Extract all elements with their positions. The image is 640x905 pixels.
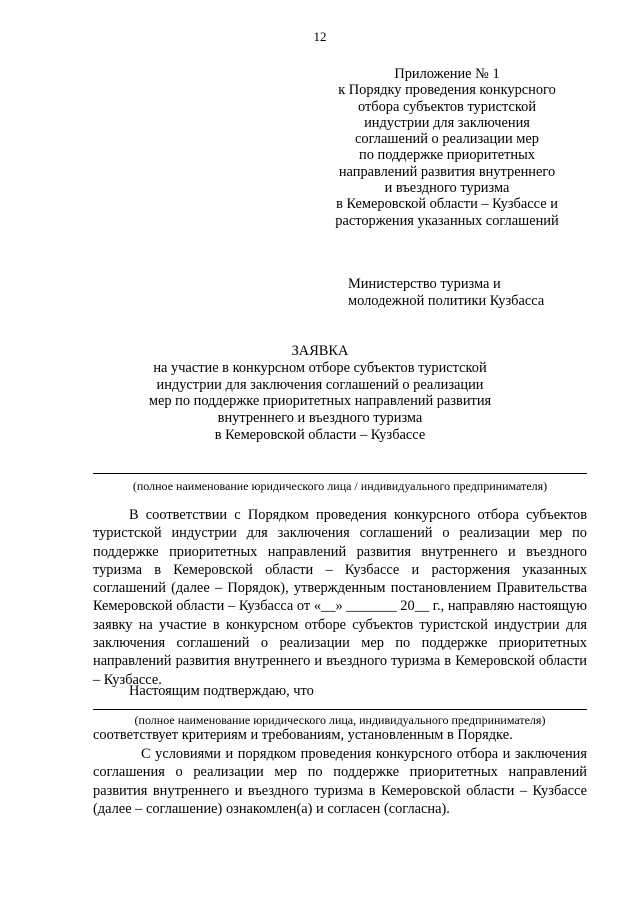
- agreement-paragraph: С условиями и порядком проведения конкурсного отбора и заключения соглашения о реализации мер по поддержке приоритетных направлений развития внутреннего и въездного туризма в Кемеровской области – Кузбассе (далее – соглашение) ознакомлен(а) и согласен (согласна).: [93, 746, 587, 817]
- appendix-line: по поддержке приоритетных: [359, 147, 535, 164]
- appendix-line: к Порядку проведения конкурсного: [338, 82, 556, 99]
- subtitle-line: на участие в конкурсном отборе субъектов туристской: [153, 359, 487, 376]
- document-title: ЗАЯВКА: [291, 343, 349, 359]
- appendix-line: в Кемеровской области – Кузбассе и: [336, 196, 558, 213]
- page-number: 12: [313, 29, 327, 44]
- subtitle-line: в Кемеровской области – Кузбассе: [214, 426, 426, 443]
- document-title-block: [120, 343, 520, 444]
- confirmation-paragraph: Настоящим подтверждаю, что: [129, 683, 314, 699]
- appendix-line: расторжения указанных соглашений: [335, 212, 559, 229]
- fill-in-line-applicant: [93, 473, 587, 474]
- subtitle-line: мер по поддержке приоритетных направлений развития: [148, 393, 492, 410]
- addressee-line: молодежной политики Кузбасса: [348, 293, 545, 309]
- applicant-name-caption: (полное наименование юридического лица / индивидуального предпринимателя): [132, 479, 548, 493]
- main-paragraph: В соответствии с Порядком проведения конкурсного отбора субъектов туристской индустрии для заключения соглашений о реализации мер по поддержке приоритетных направлений развития внутреннего и въездного туризма в Кемеровской области – Кузбассе и расторжения указанных соглашений (далее – Порядок), утвержденным постановлением Правительства Кемеровской области – Кузбасса от «__» _______ 20__ г., направляю настоящую заявку на участие в конкурсном отборе субъектов туристской индустрии для заключения соглашений о реализации мер по поддержке приоритетных направлений развития внутреннего и въездного туризма в Кемеровской области – Кузбассе.: [93, 507, 587, 688]
- appendix-line: индустрии для заключения: [364, 114, 530, 131]
- subtitle-line: индустрии для заключения соглашений о реализации: [156, 376, 484, 393]
- appendix-header: [316, 66, 578, 229]
- appendix-line: соглашений о реализации мер: [355, 131, 539, 148]
- appendix-line: направлений развития внутреннего: [338, 163, 556, 180]
- addressee-block: [348, 276, 588, 310]
- criteria-paragraph: соответствует критериям и требованиям, установленным в Порядке.: [93, 727, 513, 743]
- appendix-line: и въездного туризма: [384, 180, 510, 197]
- subtitle-line: внутреннего и въездного туризма: [217, 410, 423, 427]
- fill-in-line-entity: [93, 709, 587, 710]
- entity-name-caption: (полное наименование юридического лица, индивидуального предпринимателя): [134, 713, 546, 727]
- appendix-line: отбора субъектов туристской: [357, 98, 537, 115]
- addressee-line: Министерство туризма и: [348, 276, 501, 292]
- appendix-line: Приложение № 1: [394, 66, 500, 82]
